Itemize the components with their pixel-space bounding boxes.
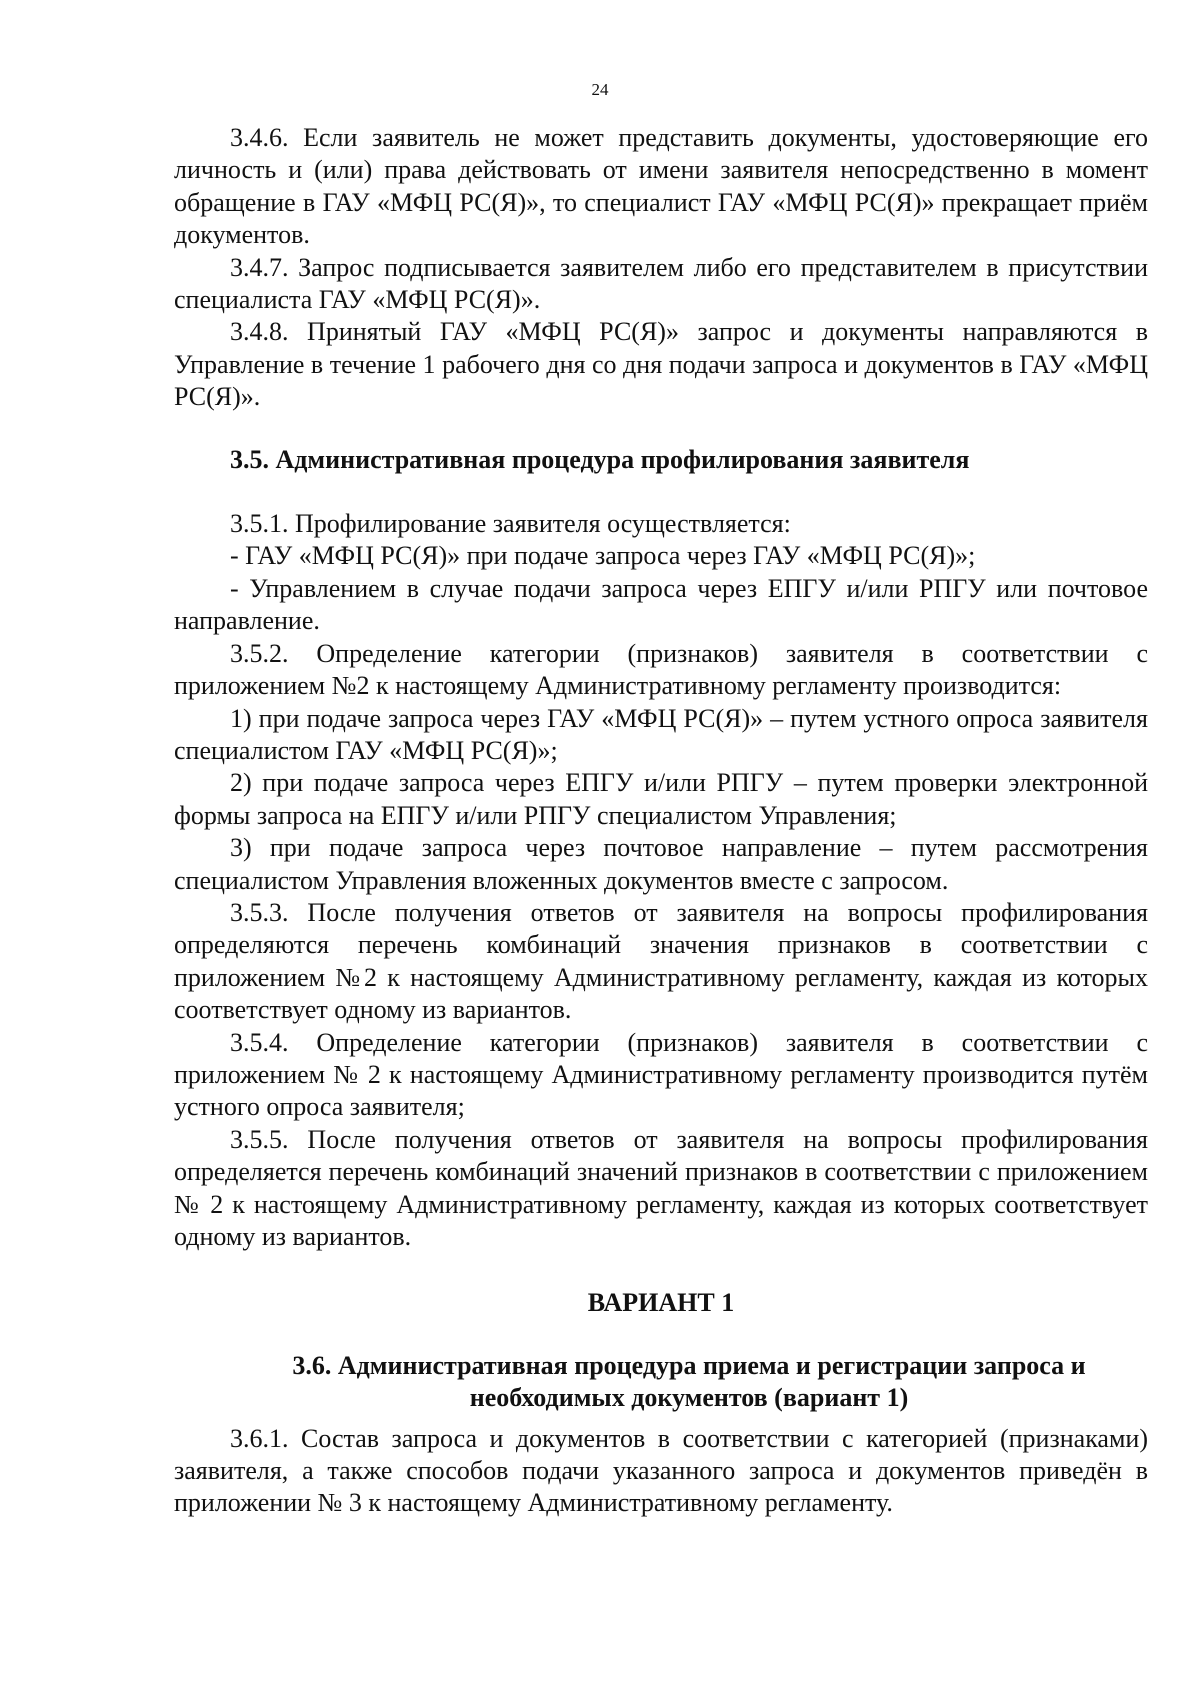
paragraph-3-5-2: 3.5.2. Определение категории (признаков) заявителя в соответствии с приложением №2 к настоящему Административному регламенту производится: [174, 638, 1148, 701]
list-item-1: 1) при подаче запроса через ГАУ «МФЦ РС(Я)» – путем устного опроса заявителя специалистом ГАУ «МФЦ РС(Я)»; [174, 703, 1148, 765]
paragraph-3-6-1: 3.6.1. Состав запроса и документов в соответствии с категорией (признаками) заявителя, а также способов подачи указанного запроса и документов приведён в приложении № 3 к настоящему Административному регламенту. [174, 1423, 1148, 1518]
paragraph-3-4-8: 3.4.8. Принятый ГАУ «МФЦ РС(Я)» запрос и документы направляются в Управление в течение 1 рабочего дня со дня подачи запроса и документов в ГАУ «МФЦ РС(Я)». [174, 317, 1148, 412]
section-heading-3-5: 3.5. Административная процедура профилирования заявителя [230, 444, 970, 474]
paragraph-3-5-1: 3.5.1. Профилирование заявителя осуществляется: [230, 509, 791, 539]
section-heading-3-6-line1: 3.6. Административная процедура приема и регистрации запроса и [292, 1350, 1086, 1380]
list-item-2: 2) при подаче запроса через ЕПГУ и/или РПГУ – путем проверки электронной формы запроса на ЕПГУ и/или РПГУ специалистом Управления; [174, 768, 1148, 830]
paragraph-3-4-7: 3.4.7. Запрос подписывается заявителем либо его представителем в присутствии специалиста ГАУ «МФЦ РС(Я)». [174, 252, 1148, 315]
paragraph-3-5-3: 3.5.3. После получения ответов от заявителя на вопросы профилирования определяются перечень комбинаций значения признаков в соответствии с приложением №2 к настоящему Административному регламенту, каждая из которых соответствует одному из вариантов. [174, 897, 1148, 1025]
document-body [174, 122, 1148, 1520]
list-item-upravlenie: - Управлением в случае подачи запроса через ЕПГУ и/или РПГУ или почтовое направление. [174, 573, 1148, 636]
paragraph-3-5-4: 3.5.4. Определение категории (признаков) заявителя в соответствии с приложением № 2 к настоящему Административному регламенту производится путём устного опроса заявителя; [174, 1027, 1148, 1122]
page-number: 24 [591, 80, 609, 99]
section-heading-3-6-line2: необходимых документов (вариант 1) [469, 1383, 909, 1413]
paragraph-3-4-6: 3.4.6. Если заявитель не может представить документы, удостоверяющие его личность и (или) права действовать от имени заявителя непосредственно в момент обращение в ГАУ «МФЦ РС(Я)», то специалист ГАУ «МФЦ РС(Я)» прекращает приём документов. [174, 123, 1148, 250]
paragraph-3-5-5: 3.5.5. После получения ответов от заявителя на вопросы профилирования определяется перечень комбинаций значений признаков в соответствии с приложением № 2 к настоящему Административному регламенту, каждая из которых соответствует одному из вариантов. [174, 1124, 1148, 1251]
section-heading-3-6 [174, 1350, 1148, 1415]
list-item-mfc: - ГАУ «МФЦ РС(Я)» при подаче запроса через ГАУ «МФЦ РС(Я)»; [230, 541, 976, 571]
variant-heading: ВАРИАНТ 1 [587, 1288, 735, 1318]
list-item-3: 3) при подаче запроса через почтовое направление – путем рассмотрения специалистом Управления вложенных документов вместе с запросом. [174, 833, 1148, 895]
